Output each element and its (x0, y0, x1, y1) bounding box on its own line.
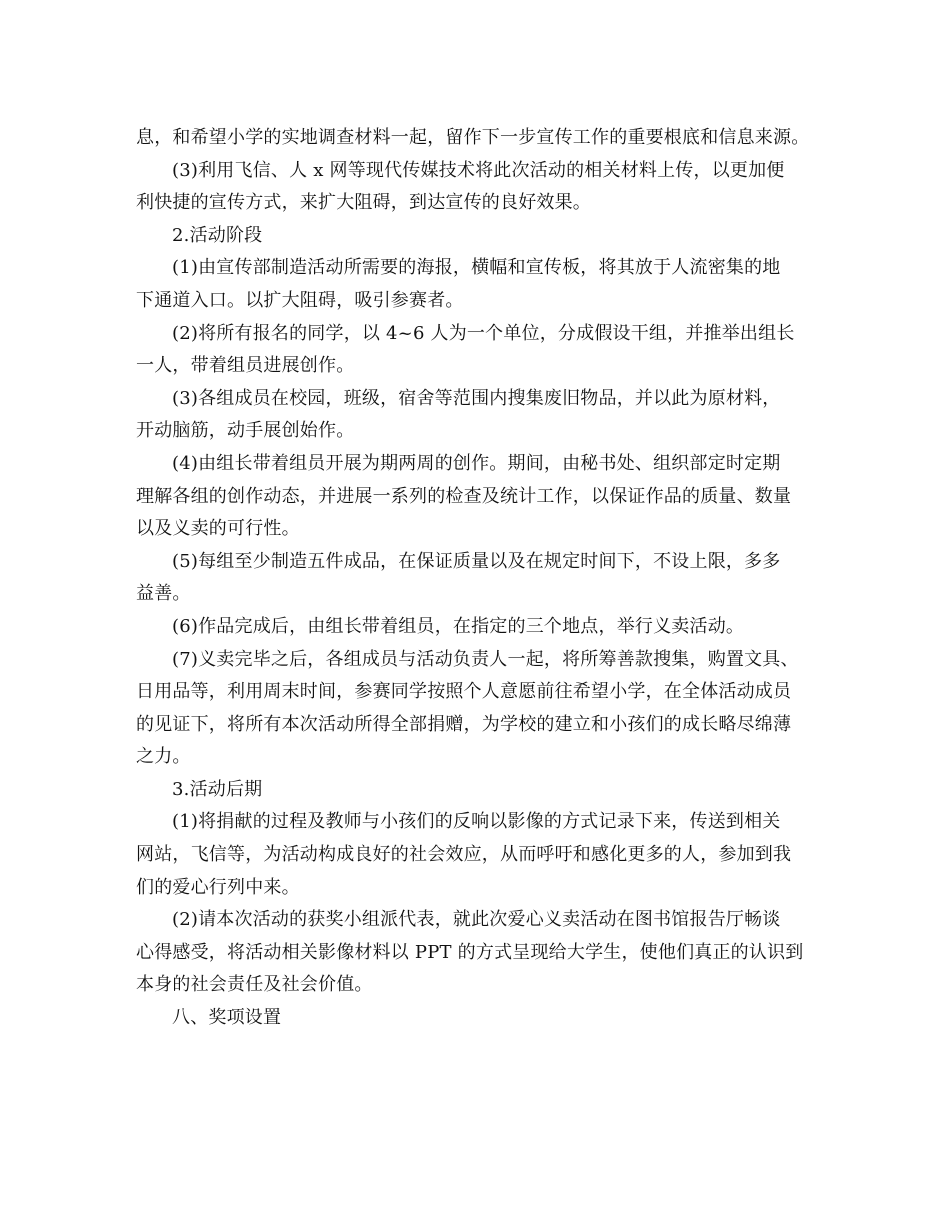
text-line: (4)由组长带着组员开展为期两周的创作。期间，由秘书处、组织部定时定期 (172, 452, 781, 474)
text-line: (3)利用飞信、人 x 网等现代传媒技术将此次活动的相关材料上传，以更加便 (172, 159, 785, 181)
text-line: (3)各组成员在校园，班级，宿舍等范围内搜集废旧物品，并以此为原材料， (172, 387, 781, 409)
text-line: (1)将捐献的过程及教师与小孩们的反响以影像的方式记录下来，传送到相关 (172, 811, 781, 833)
text-line: (1)由宣传部制造活动所需要的海报，横幅和宣传板，将其放于人流密集的地 (172, 257, 781, 279)
text-line: 息，和希望小学的实地调查材料一起，留作下一步宣传工作的重要根底和信息来源。 (136, 127, 810, 148)
text-line: 利快捷的宣传方式，来扩大阻碍，到达宣传的良好效果。 (136, 192, 591, 214)
text-line: 本身的社会责任及社会价值。 (136, 974, 373, 996)
text-line: 的见证下，将所有本次活动所得全部捐赠，为学校的建立和小孩们的成长略尽绵薄 (136, 713, 792, 735)
text-line: 下通道入口。以扩大阻碍，吸引参赛者。 (136, 289, 464, 311)
text-line: 八、奖项设置 (172, 1007, 282, 1029)
text-line: 们的爱心行列中来。 (136, 876, 300, 898)
text-line: 3.活动后期 (172, 778, 263, 800)
text-line: (2)将所有报名的同学，以 4~6 人为一个单位，分成假设干组，并推举出组长 (172, 322, 795, 344)
text-line: 之力。 (136, 746, 191, 768)
text-line: 理解各组的创作动态，并进展一系列的检查及统计工作，以保证作品的质量、数量 (136, 485, 792, 507)
text-line: (6)作品完成后，由组长带着组员，在指定的三个地点，举行义卖活动。 (172, 615, 745, 637)
text-line: 开动脑筋，动手展创始作。 (136, 420, 355, 442)
text-line: (7)义卖完毕之后，各组成员与活动负责人一起，将所筹善款搜集，购置文具、 (172, 648, 799, 670)
text-line: 2.活动阶段 (172, 224, 263, 246)
text-line: 日用品等，利用周末时间，参赛同学按照个人意愿前往希望小学，在全体活动成员 (136, 681, 792, 703)
text-line: 以及义卖的可行性。 (136, 518, 300, 540)
text-line: 网站，飞信等，为活动构成良好的社会效应，从而呼吁和感化更多的人，参加到我 (136, 844, 792, 866)
text-line: 益善。 (136, 583, 191, 605)
text-line: (5)每组至少制造五件成品，在保证质量以及在规定时间下，不设上限，多多 (172, 550, 781, 572)
text-line: 一人，带着组员进展创作。 (136, 355, 355, 377)
text-line: 心得感受，将活动相关影像材料以 PPT 的方式呈现给大学生，使他们真正的认识到 (136, 941, 804, 963)
document-body (136, 122, 818, 1035)
text-line: (2)请本次活动的获奖小组派代表，就此次爱心义卖活动在图书馆报告厅畅谈 (172, 909, 781, 931)
